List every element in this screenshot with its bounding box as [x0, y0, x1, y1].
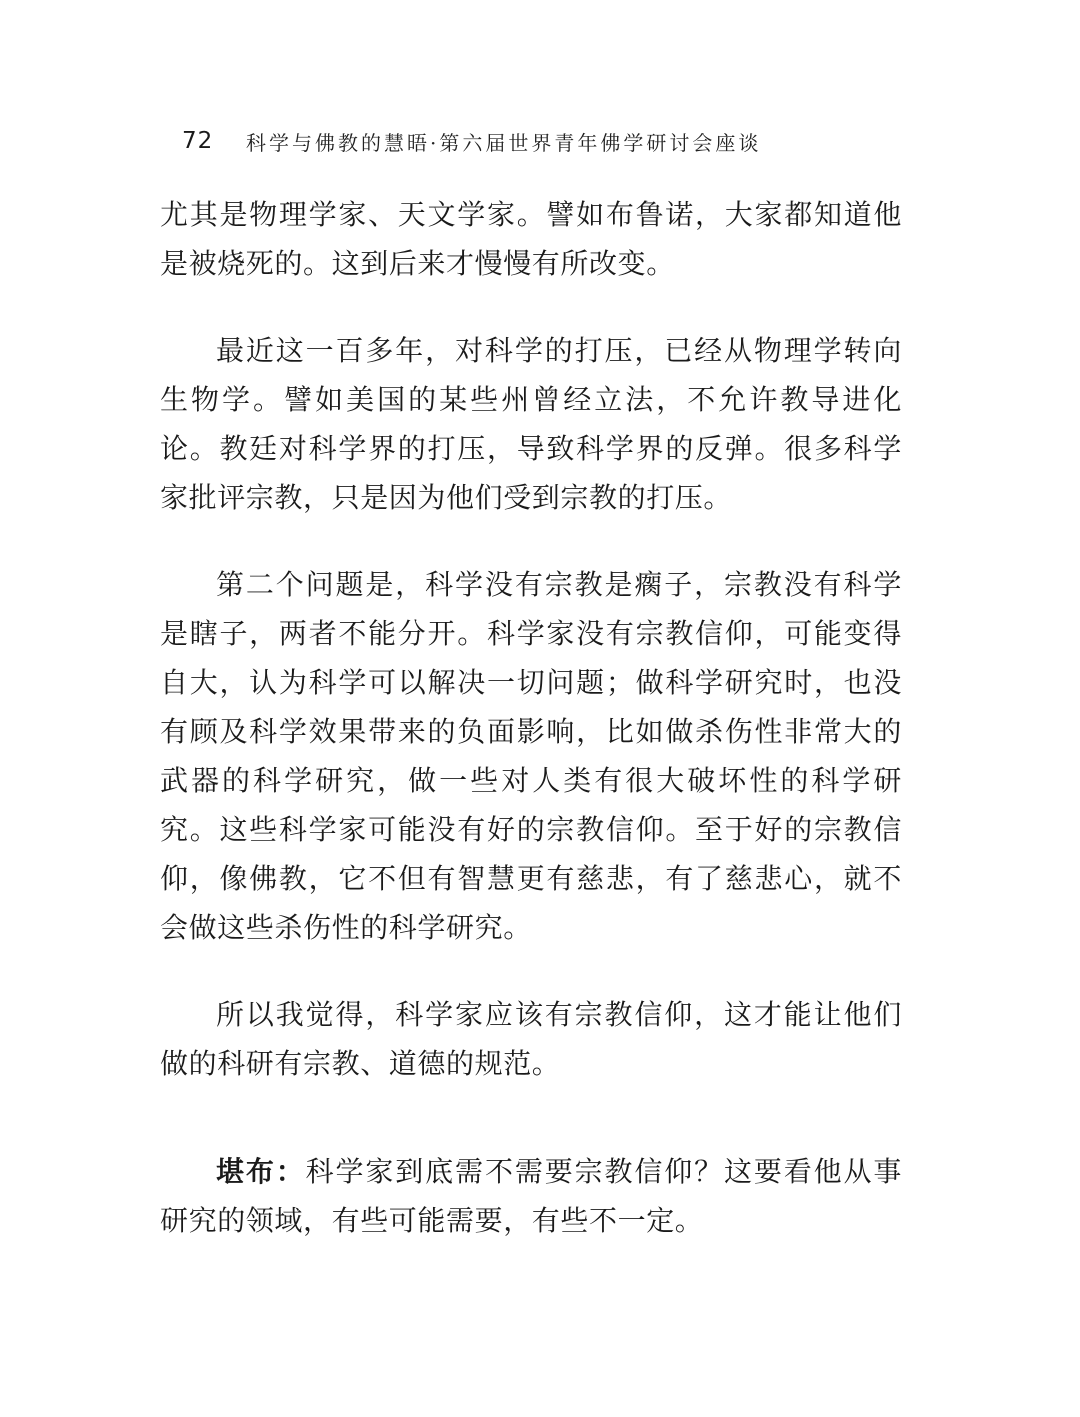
- running-title: 科学与佛教的慧晤·第六届世界青年佛学研讨会座谈: [246, 130, 762, 155]
- paragraph-3: 第二个问题是，科学没有宗教是瘸子，宗教没有科学是瞎子，两者不能分开。科学家没有宗教信仰，可能变得自大，认为科学可以解决一切问题；做科学研究时，也没有顾及科学效果带来的负面影响，比如做杀伤性非常大的武器的科学研究，做一些对人类有很大破坏性的科学研究。这些科学家可能没有好的宗教信仰。至于好的宗教信仰，像佛教，它不但有智慧更有慈悲，有了慈悲心，就不会做这些杀伤性的科学研究。: [160, 568, 902, 944]
- running-header: [182, 124, 761, 158]
- paragraph-5-text: 科学家到底需不需要宗教信仰？这要看他从事研究的领域，有些可能需要，有些不一定。: [160, 1155, 902, 1237]
- paragraph-5: [160, 1147, 902, 1245]
- speaker-label: 堪布：: [216, 1155, 306, 1188]
- page-number: 72: [182, 128, 214, 154]
- page-body: [160, 190, 902, 1245]
- paragraph-2: 最近这一百多年，对科学的打压，已经从物理学转向生物学。譬如美国的某些州曾经立法，不允许教导进化论。教廷对科学界的打压，导致科学界的反弹。很多科学家批评宗教，只是因为他们受到宗教的打压。: [160, 334, 902, 514]
- paragraph-1: 尤其是物理学家、天文学家。譬如布鲁诺，大家都知道他是被烧死的。这到后来才慢慢有所改变。: [160, 198, 902, 280]
- paragraph-4: 所以我觉得，科学家应该有宗教信仰，这才能让他们做的科研有宗教、道德的规范。: [160, 998, 902, 1080]
